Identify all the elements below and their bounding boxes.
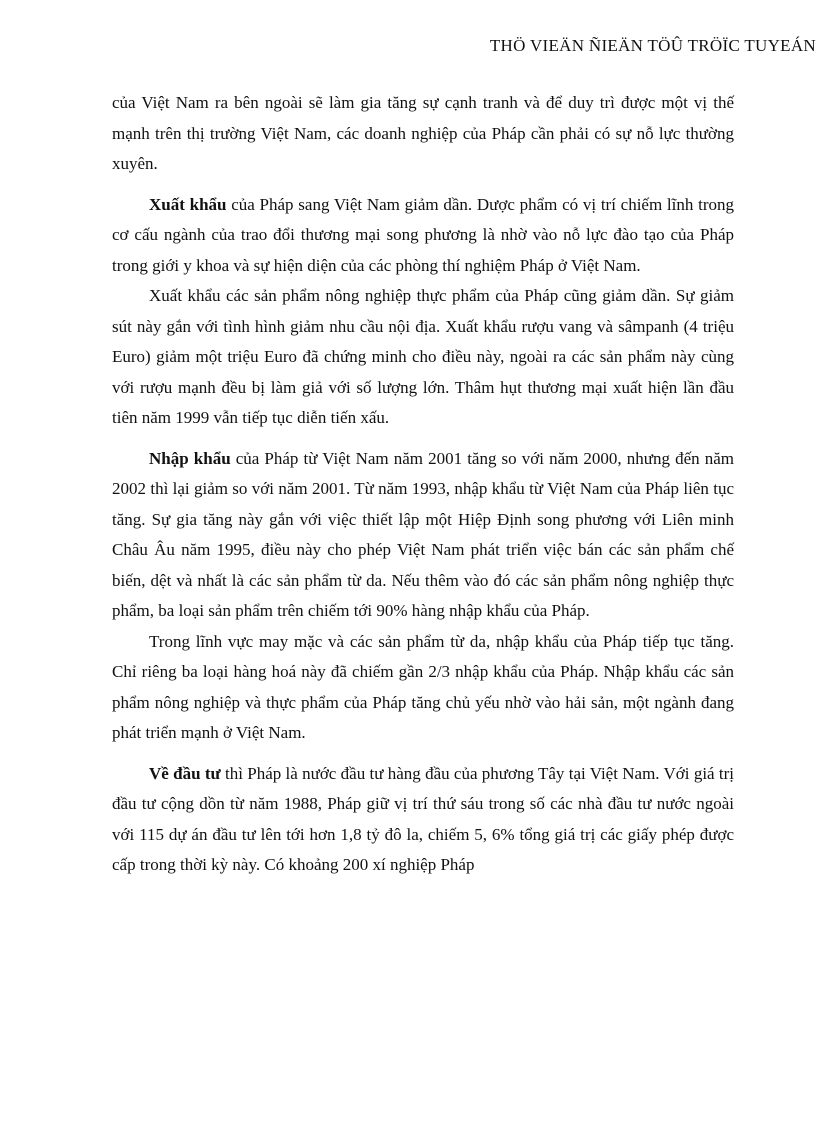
paragraph-text: Trong lĩnh vực may mặc và các sản phẩm từ da, nhập khẩu của Pháp tiếp tục tăng. Chỉ riêng ba loại hàng hoá này đã chiếm gần 2/3 nhập khẩu của Pháp. Nhập khẩu các sản phẩm nông nghiệp và thực phẩm của Pháp tăng chủ yếu nhờ vào hải sản, một ngành đang phát triển mạnh ở Việt Nam. [112, 631, 734, 742]
paragraph-investment [112, 759, 734, 881]
paragraph-text: của Pháp sang Việt Nam giảm dần. Dược phẩm có vị trí chiếm lĩnh trong cơ cấu ngành của trao đổi thương mại song phương là nhờ vào nỗ lực đào tạo của Pháp trong giới y khoa và sự hiện diện của các phòng thí nghiệm Pháp ở Việt Nam. [112, 194, 734, 275]
paragraph-imports [112, 444, 734, 627]
paragraph-text: Xuất khẩu các sản phẩm nông nghiệp thực phẩm của Pháp cũng giảm dần. Sự giảm sút này gắn với tình hình giảm nhu cầu nội địa. Xuất khẩu rượu vang và sâmpanh (4 triệu Euro) giảm một triệu Euro đã chứng minh cho điều này, ngoài ra các sản phẩm này cùng với rượu mạnh đều bị làm giả với số lượng lớn. Thâm hụt thương mại xuất hiện lần đầu tiên năm 1999 vẫn tiếp tục diễn tiến xấu. [112, 286, 734, 427]
paragraph-exports [112, 190, 734, 282]
document-body [112, 88, 734, 881]
paragraph-lead: Về đầu tư [149, 763, 221, 783]
paragraph-text: của Pháp từ Việt Nam năm 2001 tăng so với năm 2000, nhưng đến năm 2002 thì lại giảm so với năm 2001. Từ năm 1993, nhập khẩu từ Việt Nam của Pháp liên tục tăng. Sự gia tăng này gắn với việc thiết lập một Hiệp Định song phương với Liên minh Châu Âu năm 1995, điều này cho phép Việt Nam phát triển việc bán các sản phẩm chế biến, dệt và nhất là các sản phẩm từ da. Nếu thêm vào đó các sản phẩm nông nghiệp thực phẩm, ba loại sản phẩm trên chiếm tới 90% hàng nhập khẩu của Pháp. [112, 448, 734, 620]
paragraph-lead: Nhập khẩu [149, 448, 231, 468]
paragraph-textiles [112, 627, 734, 749]
paragraph-agri-exports [112, 281, 734, 434]
paragraph-text: thì Pháp là nước đầu tư hàng đầu của phương Tây tại Việt Nam. Với giá trị đầu tư cộng dồn từ năm 1988, Pháp giữ vị trí thứ sáu trong số các nhà đầu tư nước ngoài với 115 dự án đầu tư lên tới hơn 1,8 tỷ đô la, chiếm 5, 6% tổng giá trị các giấy phép được cấp trong thời kỳ này. Có khoảng 200 xí nghiệp Pháp [112, 763, 734, 874]
paragraph-text: của Việt Nam ra bên ngoài sẽ làm gia tăng sự cạnh tranh và để duy trì được một vị thế mạnh trên thị trường Việt Nam, các doanh nghiệp của Pháp cần phải có sự nỗ lực thường xuyên. [112, 93, 734, 173]
page-header: THÖ VIEÄN ÑIEÄN TÖÛ TRÖÏC TUYEÁN [489, 36, 816, 55]
paragraph-lead: Xuất khẩu [149, 194, 227, 214]
paragraph-intro [112, 88, 734, 180]
